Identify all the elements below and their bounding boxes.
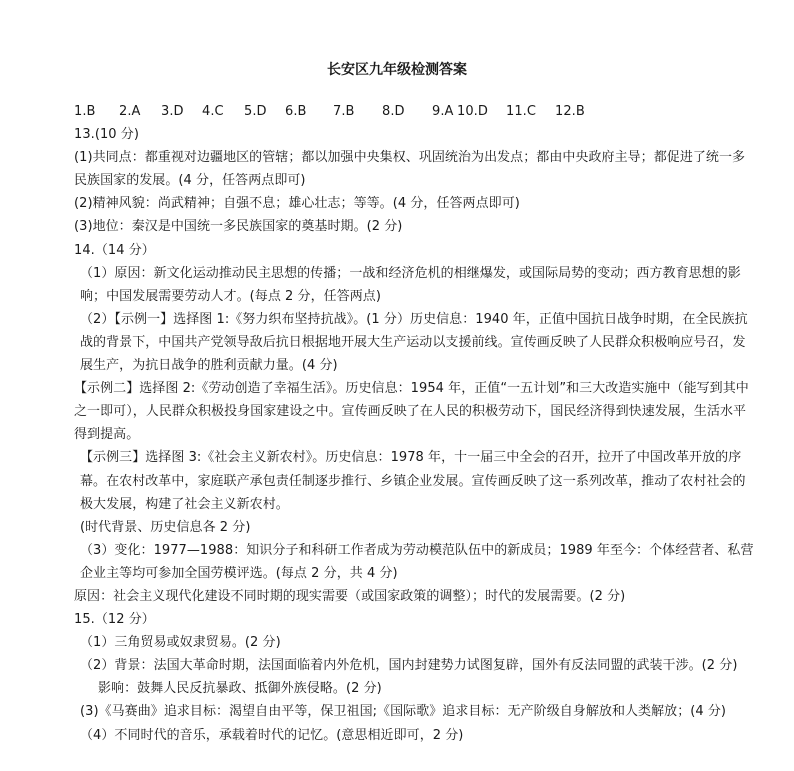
- answer-line: （1）三角贸易或奴隶贸易。(2 分): [80, 635, 281, 651]
- choice-answer: 2.A: [119, 104, 141, 119]
- answer-line: (3)地位：秦汉是中国统一多民族国家的奠基时期。(2 分): [74, 219, 403, 235]
- answer-line: 【示例三】选择图 3:《社会主义新农村》。历史信息：1978 年，十一届三中全会的召开，拉开了中国改革开放的序幕。在农村改革中，家庭联产承包责任制逐步推行、乡镇企业发展。宣传画反映了这一系列改革，推动了农村社会的极大发展，构建了社会主义新农村。: [80, 450, 746, 512]
- choice-answer: 9.A: [432, 104, 454, 119]
- answer-line: 原因：社会主义现代化建设不同时期的现实需要（或国家政策的调整）；时代的发展需要。(2 分): [74, 588, 626, 604]
- answer-line: (时代背景、历史信息各 2 分): [80, 519, 251, 535]
- answer-line: 14.（14 分）: [74, 242, 155, 258]
- answer-line: 影响：鼓舞人民反抗暴政、抵御外族侵略。(2 分): [98, 681, 382, 697]
- choice-answer: 4.C: [202, 104, 224, 119]
- choice-answer: 10.D: [457, 104, 488, 119]
- answer-line: （2）【示例一】选择图 1:《努力织布坚持抗战》。(1 分）历史信息：1940 年，正值中国抗日战争时期，在全民族抗战的背景下，中国共产党领导敌后抗日根据地开展大生产运动以支援前线。宣传画反映了人民群众积极响应号召，发展生产，为抗日战争的胜利贡献力量。(4 分): [80, 311, 748, 374]
- answer-line: (3)《马赛曲》追求目标：渴望自由平等，保卫祖国;《国际歌》追求目标：无产阶级自身解放和人类解放；(4 分): [80, 704, 727, 720]
- answer-line: (2)精神风貌：尚武精神；自强不息；雄心壮志；等等。(4 分，任答两点即可): [74, 196, 520, 212]
- choice-answer: 1.B: [74, 104, 96, 119]
- answer-line: （2）背景：法国大革命时期，法国面临着内外危机，国内封建势力试图复辟，国外有反法同盟的武装干涉。(2 分): [80, 658, 738, 674]
- choice-answer: 3.D: [161, 104, 184, 119]
- answer-content: [74, 100, 754, 747]
- choice-answer: 7.B: [333, 104, 355, 119]
- answer-line: 【示例二】选择图 2:《劳动创造了幸福生活》。历史信息：1954 年，正值“一五计划”和三大改造实施中（能写到其中之一即可），人民群众积极投身国家建设之中。宣传画反映了在人民的积极劳动下，国民经济得到快速发展，生活水平得到提高。: [74, 381, 749, 443]
- page-title: 长安区九年级检测答案: [327, 62, 467, 78]
- choice-answer: 12.B: [555, 104, 585, 119]
- answer-line: （4）不同时代的音乐，承载着时代的记忆。(意思相近即可，2 分): [80, 727, 464, 743]
- answer-lines: [74, 123, 754, 747]
- choice-answer: 6.B: [285, 104, 307, 119]
- answer-line: (1)共同点：都重视对边疆地区的管辖；都以加强中央集权、巩固统治为出发点；都由中央政府主导；都促进了统一多民族国家的发展。(4 分，任答两点即可): [74, 150, 746, 189]
- answer-line: （3）变化：1977—1988：知识分子和科研工作者成为劳动模范队伍中的新成员；1989 年至今：个体经营者、私营企业主等均可参加全国劳模评选。(每点 2 分，共 4 分): [80, 542, 754, 581]
- choice-answer: 8.D: [382, 104, 405, 119]
- multiple-choice-answers: [74, 100, 754, 123]
- answer-line: 13.(10 分): [74, 127, 139, 143]
- answer-line: （1）原因：新文化运动推动民主思想的传播；一战和经济危机的相继爆发，或国际局势的变动；西方教育思想的影响；中国发展需要劳动人才。(每点 2 分，任答两点): [80, 265, 741, 304]
- choice-answer: 5.D: [244, 104, 267, 119]
- answer-line: 15.（12 分）: [74, 612, 155, 628]
- choice-answer: 11.C: [506, 104, 536, 119]
